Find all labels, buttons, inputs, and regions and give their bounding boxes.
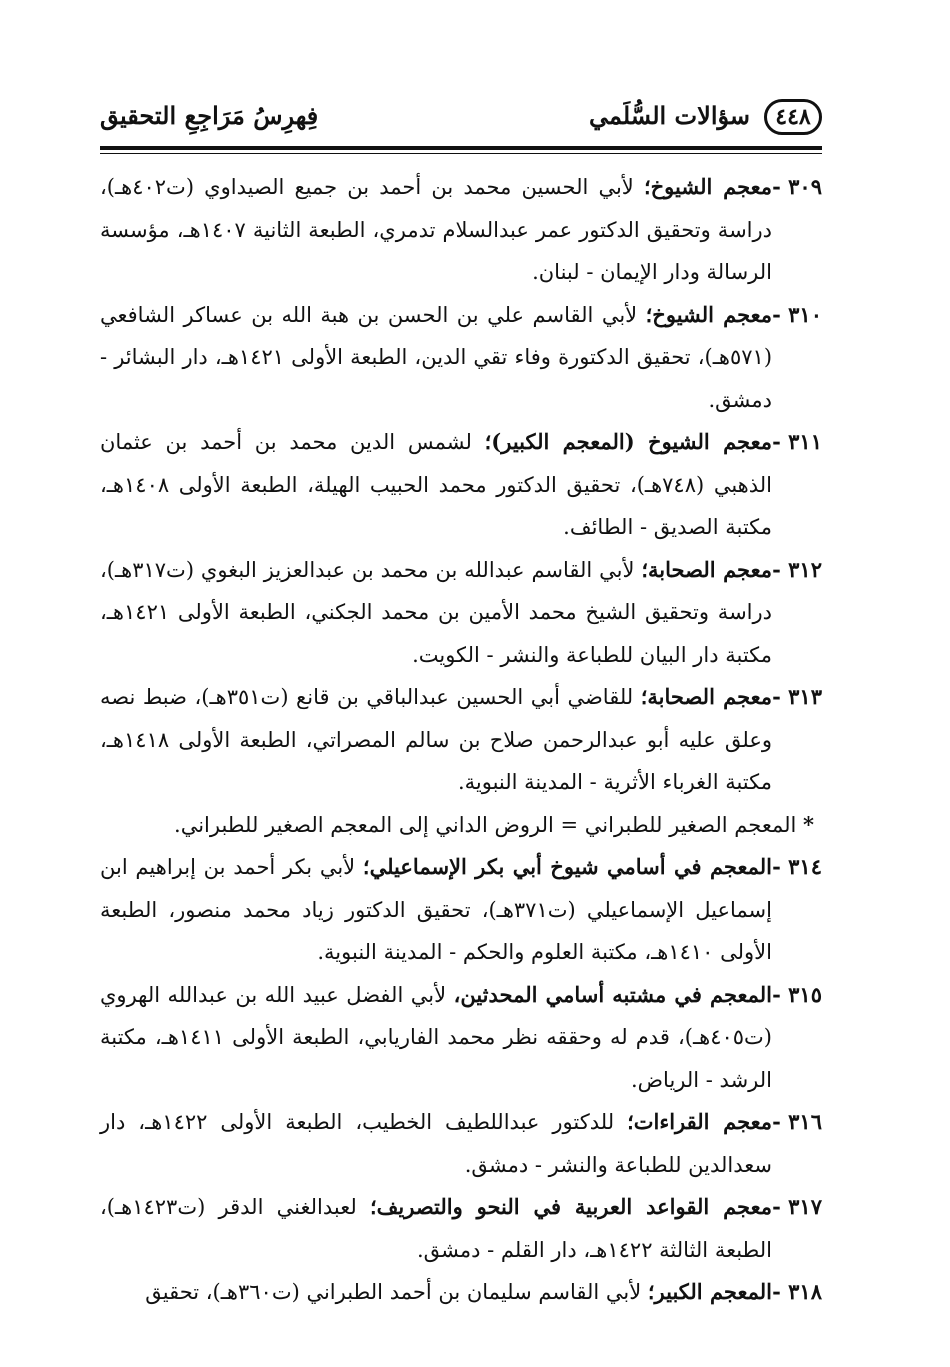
entry-title: معجم القواعد العربية في النحو والتصريف؛: [369, 1194, 772, 1219]
bibliography-list: [100, 166, 822, 1314]
entry-title: معجم الشيوخ؛: [643, 174, 773, 199]
asterisk-icon: *: [803, 811, 814, 837]
entry-number: ٣١١ -: [772, 429, 822, 454]
entry-number: ٣١٣ -: [772, 684, 822, 709]
entry-title: المعجم الكبير؛: [647, 1279, 772, 1304]
bibliography-entry: [100, 421, 822, 549]
entry-text: للدكتور عبداللطيف الخطيب، الطبعة الأولى ١٤٢٢هـ، دار سعدالدين للطباعة والنشر - دمشق.: [100, 1110, 772, 1177]
section-title: فِهرِسُ مَرَاجِعِ التحقيق: [100, 101, 319, 130]
bibliography-entry: [100, 974, 822, 1102]
entry-number: ٣١٢ -: [772, 556, 822, 582]
page-header: [100, 95, 822, 145]
header-rule-thick: [100, 146, 822, 150]
note-text: المعجم الصغير للطبراني = الروض الداني إلى المعجم الصغير للطبراني.: [174, 812, 804, 837]
entry-text: لأبي القاسم علي بن الحسن بن هبة الله بن عساكر الشافعي (٥٧١هـ)، تحقيق الدكتورة وفاء تقي الدين، الطبعة الأولى ١٤٢١هـ، دار البشائر - دمشق.: [100, 302, 773, 412]
bibliography-entry: [100, 294, 822, 422]
entry-number: ٣١٤ -: [772, 854, 822, 879]
entry-text: لأبي الفضل عبيد الله بن عبدالله الهروي (ت٤٠٥هـ)، قدم له وحققه نظر محمد الفاريابي، الطبعة الأولى ١٤١١هـ، مكتبة الرشد - الرياض.: [100, 982, 772, 1092]
entry-text: لأبي القاسم سليمان بن أحمد الطبراني (ت٣٦٠هـ)، تحقيق: [145, 1280, 648, 1304]
entry-number: ٣١٨ -: [772, 1279, 822, 1304]
entry-title: المعجم في مشتبه أسامي المحدثين،: [453, 981, 773, 1007]
entry-title: معجم القراءات؛: [627, 1109, 773, 1134]
entry-number: ٣٠٩ -: [772, 174, 822, 199]
entry-title: معجم الشيوخ (المعجم الكبير)؛: [484, 429, 772, 454]
header-rule-thin: [100, 153, 822, 154]
entry-number: ٣١٦ -: [772, 1109, 822, 1134]
bibliography-entry: [100, 676, 822, 804]
entry-number: ٣١٠ -: [772, 301, 822, 327]
book-title: سؤالات السُّلَمي: [588, 101, 750, 130]
bibliography-entry: [100, 549, 822, 677]
entry-text: لأبي بكر أحمد بن إبراهيم ابن إسماعيل الإسماعيلي (ت٣٧١هـ)، تحقيق الدكتور زياد محمد منصور، الطبعة الأولى ١٤١٠هـ، مكتبة العلوم والحكم - المدينة النبوية.: [100, 855, 772, 964]
page-number: ٤٤٨: [764, 99, 822, 135]
entry-title: معجم الصحابة؛: [641, 556, 772, 582]
entry-number: ٣١٧ -: [772, 1194, 822, 1219]
bibliography-entry: [100, 1186, 822, 1271]
entry-text: لشمس الدين محمد بن أحمد بن عثمان الذهبي (٧٤٨هـ)، تحقيق الدكتور محمد الحبيب الهيلة، الطبعة الأولى ١٤٠٨هـ، مكتبة الصديق - الطائف.: [100, 430, 772, 539]
entry-text: لأبي القاسم عبدالله بن محمد بن عبدالعزيز البغوي (ت٣١٧هـ)، دراسة وتحقيق الشيخ محمد الأمين بن محمد الجكني، الطبعة الأولى ١٤٢١هـ، مكتبة دار البيان للطباعة والنشر - الكويت.: [100, 557, 772, 667]
cross-reference-note: [100, 804, 822, 847]
entry-text: لأبي الحسين محمد بن أحمد بن جميع الصيداوي (ت٤٠٢هـ)، دراسة وتحقيق الدكتور عمر عبدالسلام تدمري، الطبعة الثانية ١٤٠٧هـ، مؤسسة الرسالة ودار الإيمان - لبنان.: [100, 175, 772, 284]
entry-title: معجم الشيوخ؛: [645, 301, 772, 327]
bibliography-entry: [100, 846, 822, 974]
bibliography-entry: [100, 166, 822, 294]
bibliography-entry: [100, 1271, 822, 1314]
bibliography-entry: [100, 1101, 822, 1186]
entry-text: لعبدالغني الدقر (ت١٤٢٣هـ)، الطبعة الثالثة ١٤٢٢هـ، دار القلم - دمشق.: [100, 1195, 772, 1262]
entry-title: المعجم في أسامي شيوخ أبي بكر الإسماعيلي؛: [362, 854, 772, 879]
entry-title: معجم الصحابة؛: [640, 684, 772, 709]
entry-number: ٣١٥ -: [772, 981, 822, 1007]
entry-text: للقاضي أبي الحسين عبدالباقي بن قانع (ت٣٥١هـ)، ضبط نصه وعلق عليه أبو عبدالرحمن صلاح بن سالم المصراتي، الطبعة الأولى ١٤١٨هـ، مكتبة الغرباء الأثرية - المدينة النبوية.: [100, 685, 772, 794]
